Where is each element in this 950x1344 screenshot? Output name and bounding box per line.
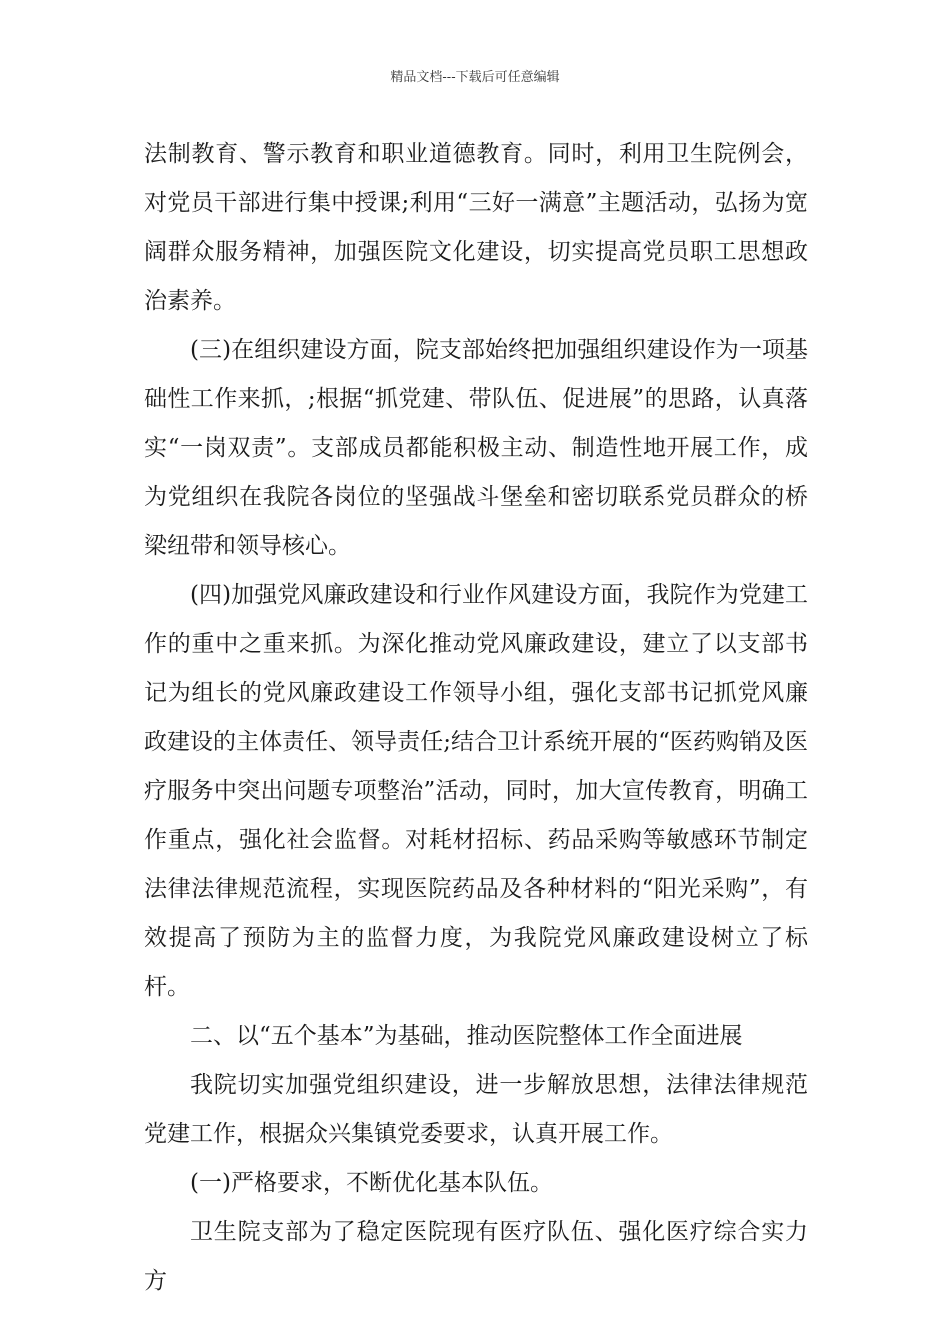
paragraph-integrity-building: (四)加强党风廉政建设和行业作风建设方面，我院作为党建工作的重中之重来抓。为深化推动党风廉政建设，建立了以支部书记为组长的党风廉政建设工作领导小组，强化支部书记抓党风廉政建设的主体责任、领导责任;结合卫计系统开展的“医药购销及医疗服务中突出问题专项整治”活动，同时，加大宣传教育，明确工作重点，强化社会监督。对耗材招标、药品采购等敏感环节制定法律法律规范流程，实现医院药品及各种材料的“阳光采购”，有效提高了预防为主的监督力度，为我院党风廉政建设树立了标杆。 xyxy=(144,582,808,1000)
page-header: 精品文档---下载后可任意编辑 xyxy=(390,70,560,85)
document-body xyxy=(144,130,808,1306)
section-heading-five-basics: 二、以“五个基本”为基础，推动医院整体工作全面进展 xyxy=(190,1023,743,1049)
paragraph-hospital-team: 卫生院支部为了稳定医院现有医疗队伍、强化医疗综合实力方 xyxy=(144,1219,808,1294)
paragraph-organization-building: (三)在组织建设方面，院支部始终把加强组织建设作为一项基础性工作来抓，;根据“抓党建、带队伍、促进展”的思路，认真落实“一岗双责”。支部成员都能积极主动、制造性地开展工作，成为党组织在我院各岗位的坚强战斗堡垒和密切联系党员群众的桥梁纽带和领导核心。 xyxy=(144,337,808,559)
subheading-team-optimization: (一)严格要求，不断优化基本队伍。 xyxy=(190,1170,553,1196)
paragraph-party-work: 我院切实加强党组织建设，进一步解放思想，法律法律规范党建工作，根据众兴集镇党委要求，认真开展工作。 xyxy=(144,1072,808,1147)
paragraph-education-continued: 法制教育、警示教育和职业道德教育。同时，利用卫生院例会，对党员干部进行集中授课;利用“三好一满意”主题活动，弘扬为宽阔群众服务精神，加强医院文化建设，切实提高党员职工思想政治素养。 xyxy=(144,141,808,314)
